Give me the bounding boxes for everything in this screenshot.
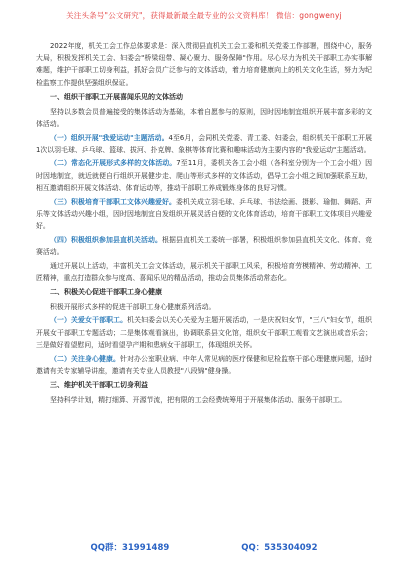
paragraph-lead: （三）积极培育干部职工文体兴趣爱好。	[50, 197, 177, 206]
section-1-para-1	[36, 106, 372, 130]
paragraph-text: 机关妇委会以关心关爱为主题开展活动，一是庆祝妇女节，"三八"妇女节，组织开展女干部职工专题活动；二是集体观看演出，协调联系县文化馆，组织女干部职工观看文艺演出或音乐会；三是做好看望慰问，适时看望孕产期和患病女干部职工，体现组织关怀。	[36, 316, 373, 349]
header-banner: 关注头条号"公文研究"，获得最新最全最专业的公文资料库！ 微信：gongwenyj	[66, 11, 342, 20]
paragraph-text: 坚持以多数会员普遍接受的集体活动为基础，本着自愿参与的原则，因时因地制宜组织开展丰富多彩的文体活动。	[36, 107, 372, 128]
intro-paragraph: 2022年度，机关工会工作总体要求是：深入贯彻县直机关工会工委和机关党委工作部署，围绕中心，服务大局，积极发挥机关工会、妇委会"桥梁纽带、凝心聚力、服务保障"作用。尽心尽力为机关干部职工办实事解难题，维护干部职工切身利益，抓好会员广泛参与的文体活动，着力培育健康向上的机关文化生活，努力为纪检监察工作提供坚强组织保证。	[36, 42, 372, 87]
qq-group-number: QQ群：31991489	[90, 543, 170, 553]
footer-contact	[0, 541, 408, 553]
paragraph-lead: （二）常态化开展形式多样的文体活动。	[50, 159, 177, 168]
document-body	[36, 40, 372, 407]
paragraph-lead: （四）积极组织参加县直机关活动。	[50, 235, 163, 244]
paragraph-lead: （一）组织开展"我爱运动"主题活动。	[50, 133, 169, 142]
paragraph-lead: （二）关注身心健康。	[50, 354, 121, 363]
paragraph-text: 针对办公室职业病、中年人常见病的医疗保健和尼检监察干部心理健康问题，适时邀请有关专家辅导讲座，邀请有关专业人员教授"八段锦"健身操。	[36, 354, 373, 375]
section-1-para-4	[36, 196, 372, 233]
paragraph-text: 通过开展以上活动，丰富机关工会文体活动，展示机关干部职工风采，积极培育劳模精神、劳动精神、工匠精神，重点打造群众参与度高、喜闻乐见的精品活动，推动会员集体活动常态化。	[36, 261, 372, 282]
section-3-heading: 三、维护机关干部职工切身利益	[50, 381, 148, 390]
paragraph-text: 坚持科学计划，精打细算、开源节流，把有限的工会经费统筹用于开展集体活动、服务干部职工。	[50, 395, 347, 404]
section-3-para-1	[36, 394, 372, 406]
section-1-para-6	[36, 260, 372, 284]
section-2-heading: 二、积极关心促进干部职工身心健康	[50, 288, 162, 297]
paragraph-text: 委机关成立羽毛球、乒乓球、书法绘画、摄影、瑜伽、舞蹈、声乐等文体活动兴趣小组，因时因地制宜自发组织开展灵活自便的文化体育活动，培育干部职工文体项目兴趣爱好。	[36, 197, 373, 230]
section-1-heading: 一、组织干部职工开展喜闻乐见的文体活动	[50, 93, 183, 102]
section-1-para-3	[36, 157, 372, 194]
section-1-para-2	[36, 132, 372, 156]
paragraph-lead: （一）关爱女干部职工。	[50, 316, 128, 325]
section-2-para-3	[36, 353, 372, 377]
qq-number: QQ：535304092	[241, 543, 318, 553]
paragraph-text: 积极开展形式多样的促进干部职工身心健康系列活动。	[50, 302, 216, 311]
paragraph-text: 4至6月，会同机关党委、青工委、妇委会，组织机关干部职工开展1次以羽毛球、乒乓球、篮球、拔河、扑克牌、象棋等体育比赛和趣味活动为主要内容的"我爱运动"主题活动。	[36, 133, 372, 154]
paragraph-text: 7至11月，委机关各工会小组（各科室分别为一个工会小组）因时因地制宜，就近就便自行组织开展健步走、爬山等形式多样的文体活动，倡导工会小组之间加强联系互助，相互邀请组织开展文体活动、体育运动等，推动干部职工养成锻炼身体的良好习惯。	[36, 159, 372, 192]
section-2-para-2	[36, 314, 372, 351]
section-1-para-5	[36, 234, 372, 258]
section-2-para-1	[36, 301, 372, 313]
paragraph-text: 根据县直机关工委统一部署，积极组织参加县直机关文化、体育、竞赛活动。	[36, 235, 373, 256]
